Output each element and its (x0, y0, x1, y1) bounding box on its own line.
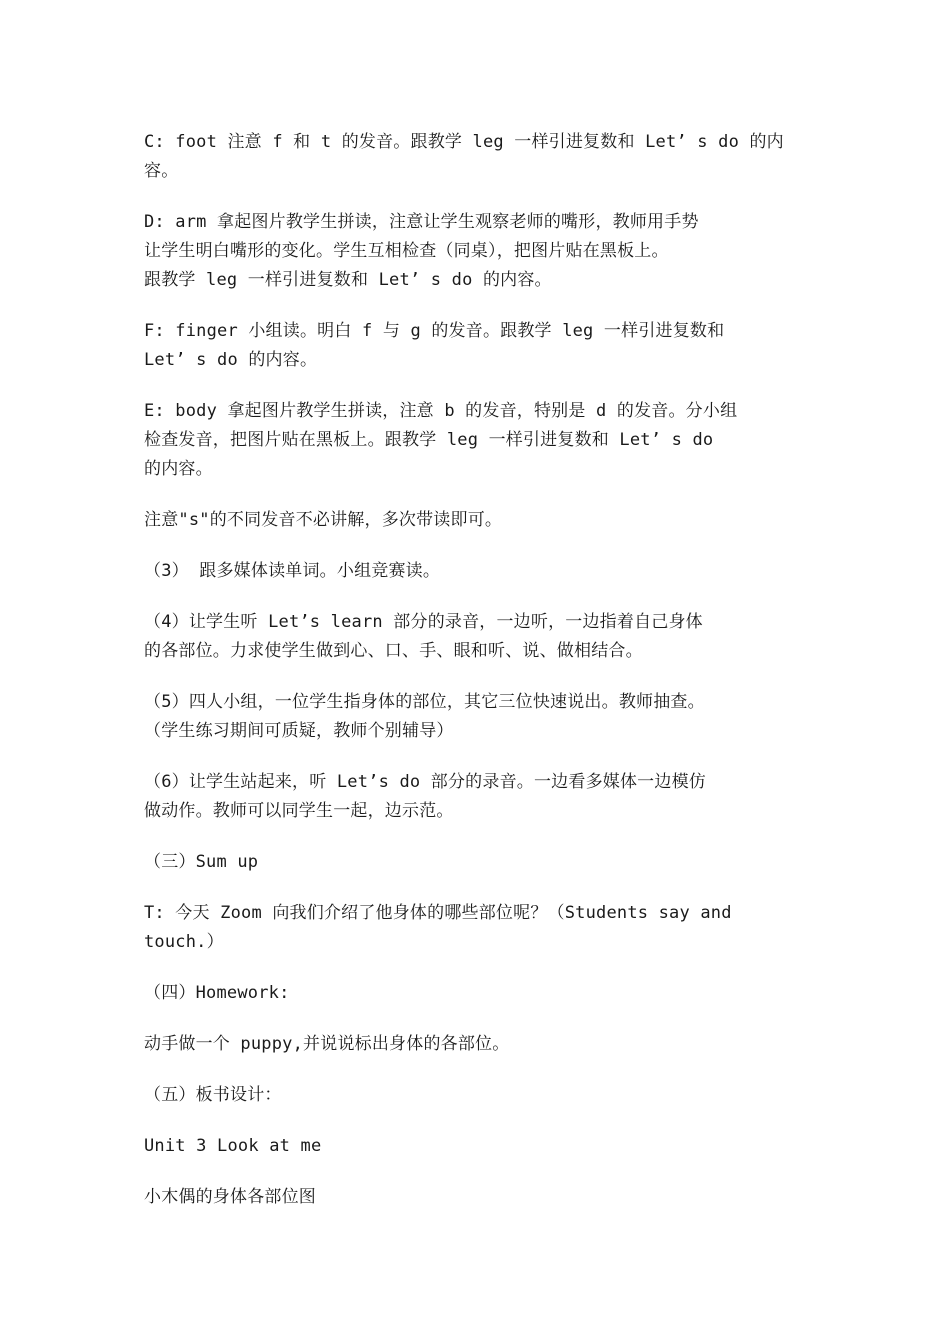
text-line: D: arm 拿起图片教学生拼读，注意让学生观察老师的嘴形，教师用手势 (144, 212, 699, 232)
paragraph-step-4 (144, 608, 824, 666)
section-heading-board (144, 1081, 824, 1110)
text-line: Let’ s do 的内容。 (144, 350, 318, 370)
text-line: （学生练习期间可质疑，教师个别辅导） (144, 721, 454, 741)
text-line: （三）Sum up (144, 852, 259, 872)
board-figure-caption (144, 1183, 824, 1212)
section-heading-homework (144, 979, 824, 1008)
text-line: T: 今天 Zoom 向我们介绍了他身体的哪些部位呢？（Students say and (144, 903, 732, 923)
text-line: （五）板书设计： (144, 1085, 282, 1105)
text-line: touch.） (144, 932, 224, 952)
paragraph-foot (144, 128, 824, 186)
text-line: 的各部位。力求使学生做到心、口、手、眼和听、说、做相结合。 (144, 641, 643, 661)
text-line: 让学生明白嘴形的变化。学生互相检查（同桌），把图片贴在黑板上。 (144, 241, 669, 261)
text-line: F: finger 小组读。明白 f 与 g 的发音。跟教学 leg 一样引进复数和 (144, 321, 725, 341)
document-page (144, 128, 824, 1234)
text-line: E: body 拿起图片教学生拼读，注意 b 的发音，特别是 d 的发音。分小组 (144, 401, 738, 421)
paragraph-step-5 (144, 688, 824, 746)
paragraph-step-3 (144, 557, 824, 586)
text-line: （4）让学生听 Let’s learn 部分的录音，一边听，一边指着自己身体 (144, 612, 703, 632)
text-line: 跟教学 leg 一样引进复数和 Let’ s do 的内容。 (144, 270, 552, 290)
text-line: （四）Homework: (144, 983, 290, 1003)
paragraph-homework (144, 1030, 824, 1059)
paragraph-body (144, 397, 824, 484)
text-line: （3） 跟多媒体读单词。小组竞赛读。 (144, 561, 441, 581)
text-line: （6）让学生站起来，听 Let’s do 部分的录音。一边看多媒体一边模仿 (144, 772, 706, 792)
text-line: 检查发音，把图片贴在黑板上。跟教学 leg 一样引进复数和 Let’ s do (144, 430, 714, 450)
text-line: （5）四人小组，一位学生指身体的部位，其它三位快速说出。教师抽查。 (144, 692, 705, 712)
paragraph-question (144, 899, 824, 957)
text-line: 的内容。 (144, 459, 213, 479)
section-heading-sum-up (144, 848, 824, 877)
paragraph-finger (144, 317, 824, 375)
text-line: 容。 (144, 161, 179, 181)
paragraph-s-note (144, 506, 824, 535)
text-line: 动手做一个 puppy,并说说标出身体的各部位。 (144, 1034, 510, 1054)
paragraph-step-6 (144, 768, 824, 826)
paragraph-arm (144, 208, 824, 295)
text-line: 做动作。教师可以同学生一起，边示范。 (144, 801, 454, 821)
text-line: 注意"s"的不同发音不必讲解，多次带读即可。 (144, 510, 503, 530)
text-line: 小木偶的身体各部位图 (144, 1187, 316, 1207)
text-line: C: foot 注意 f 和 t 的发音。跟教学 leg 一样引进复数和 Let’ s do 的内 (144, 132, 784, 152)
board-title (144, 1132, 824, 1161)
text-line: Unit 3 Look at me (144, 1136, 322, 1156)
